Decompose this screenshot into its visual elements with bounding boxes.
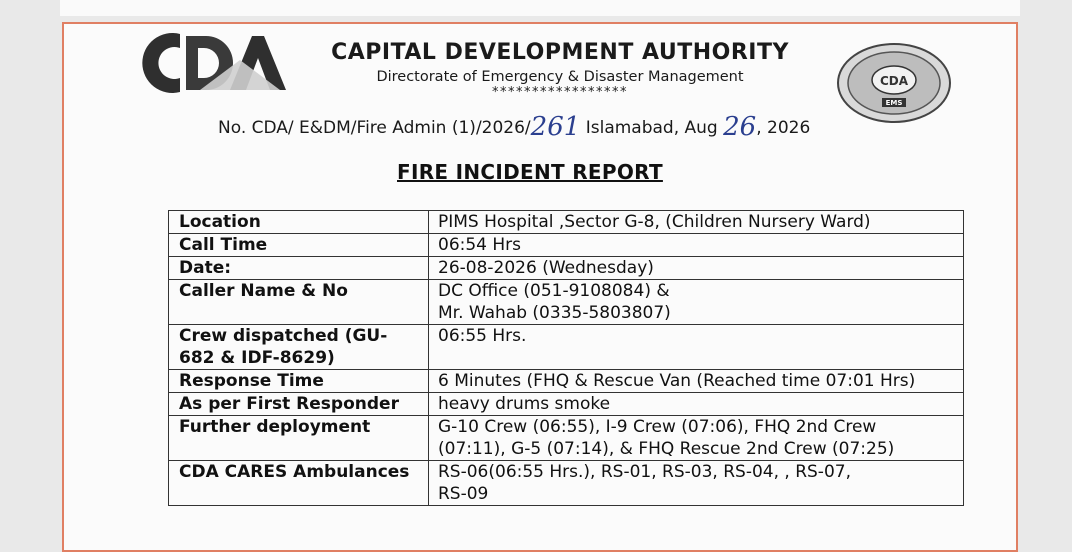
row-value xyxy=(429,393,964,416)
organization-name: CAPITAL DEVELOPMENT AUTHORITY xyxy=(331,40,789,65)
row-label: CDA CARES Ambulances xyxy=(169,461,429,506)
letterhead xyxy=(300,40,820,99)
row-label: As per First Responder xyxy=(169,393,429,416)
row-value xyxy=(429,234,964,257)
year-suffix: , 2026 xyxy=(756,118,811,138)
svg-text:CDA: CDA xyxy=(879,74,909,88)
table-row xyxy=(169,416,964,461)
row-value xyxy=(429,257,964,280)
row-label: Call Time xyxy=(169,234,429,257)
table-row xyxy=(169,280,964,325)
table-row xyxy=(169,370,964,393)
row-value-line: 26-08-2026 (Wednesday) xyxy=(438,258,654,278)
table-row xyxy=(169,393,964,416)
row-value xyxy=(429,211,964,234)
row-value-line: (07:11), G-5 (07:14), & FHQ Rescue 2nd Crew (07:25) xyxy=(438,439,895,459)
row-value-line: RS-09 xyxy=(438,484,489,504)
place-date-prefix: Islamabad, Aug xyxy=(585,118,718,138)
row-value-line: 06:55 Hrs. xyxy=(438,326,527,346)
row-label: Location xyxy=(169,211,429,234)
directorate-name: Directorate of Emergency & Disaster Management xyxy=(376,69,744,85)
table-row xyxy=(169,211,964,234)
table-row xyxy=(169,257,964,280)
handwritten-reference-number: 261 xyxy=(530,112,581,142)
svg-text:EMS: EMS xyxy=(885,99,903,107)
row-label: Caller Name & No xyxy=(169,280,429,325)
table-row xyxy=(169,234,964,257)
table-row xyxy=(169,461,964,506)
row-value-line: heavy drums smoke xyxy=(438,394,611,414)
row-label: Date: xyxy=(169,257,429,280)
row-value-line: DC Office (051-9108084) & xyxy=(438,281,670,301)
row-value xyxy=(429,280,964,325)
incident-table xyxy=(168,210,964,506)
handwritten-day: 26 xyxy=(723,112,757,142)
reference-line xyxy=(218,112,810,142)
reference-number-prefix: No. CDA/ E&DM/Fire Admin (1)/2026/ xyxy=(218,118,531,138)
star-divider: ***************** xyxy=(492,85,628,100)
row-label: Further deployment xyxy=(169,416,429,461)
row-value xyxy=(429,370,964,393)
report-title: FIRE INCIDENT REPORT xyxy=(397,160,663,184)
row-label: Response Time xyxy=(169,370,429,393)
cda-logo xyxy=(140,30,290,96)
previous-page-edge xyxy=(60,0,1020,16)
row-value-line: RS-06(06:55 Hrs.), RS-01, RS-03, RS-04, , RS-07, xyxy=(438,462,851,482)
row-value-line: 06:54 Hrs xyxy=(438,235,522,255)
row-value-line: G-10 Crew (06:55), I-9 Crew (07:06), FHQ 2nd Crew xyxy=(438,417,877,437)
row-value xyxy=(429,325,964,370)
row-value-line: 6 Minutes (FHQ & Rescue Van (Reached time 07:01 Hrs) xyxy=(438,371,916,391)
row-value xyxy=(429,416,964,461)
row-value-line: PIMS Hospital ,Sector G-8, (Children Nursery Ward) xyxy=(438,212,871,232)
row-value-line: Mr. Wahab (0335-5803807) xyxy=(438,303,671,323)
row-value xyxy=(429,461,964,506)
row-label: Crew dispatched (GU-682 & IDF-8629) xyxy=(169,325,429,370)
table-row xyxy=(169,325,964,370)
cda-ems-seal xyxy=(836,42,952,124)
